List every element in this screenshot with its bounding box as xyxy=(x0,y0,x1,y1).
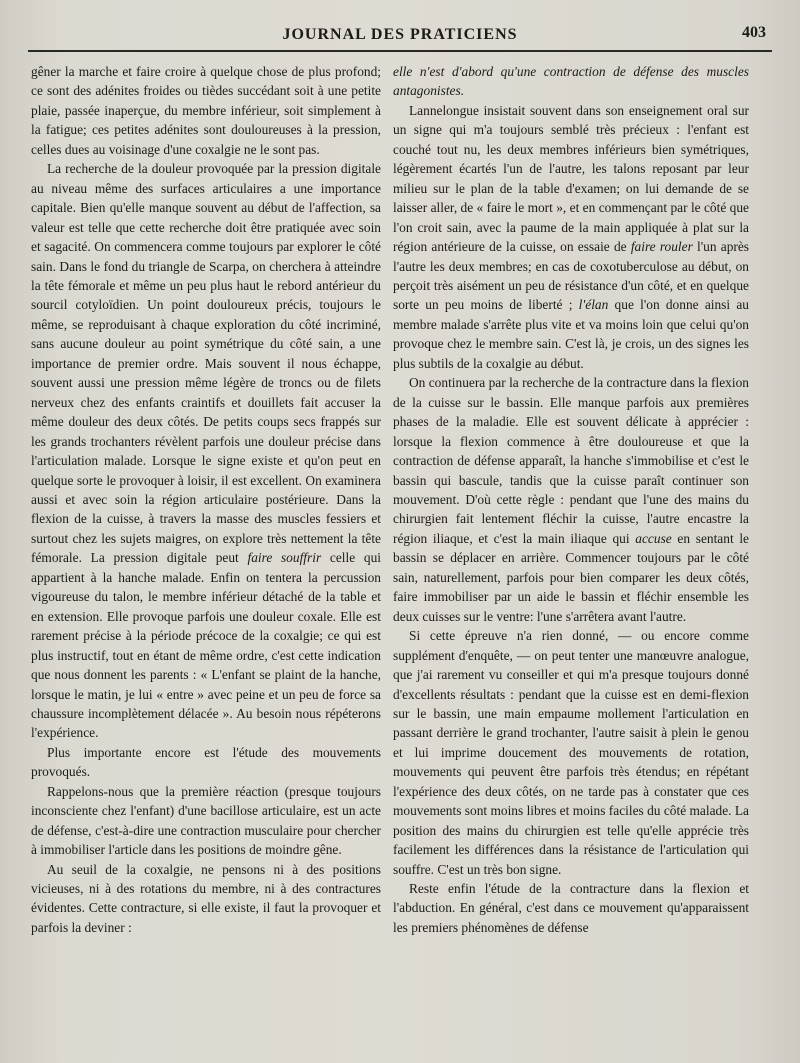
paragraph-text: que l'on donne ainsi au membre malade s'arrête plus vite et va moins loin que celui qu'on provoque chez le membre sain. C'est là, je crois, un des signes les plus subtils de la coxalgie au début. xyxy=(393,297,749,371)
italic-phrase: elle n'est d'abord qu'une contraction de défense des muscles antagonistes. xyxy=(393,64,749,99)
paragraph-text: celle qui appartient à la hanche malade. Enfin on tentera la percussion vigoureuse du talon, le membre inférieur détaché de la table et en extension. Elle provoque parfois une douleur coxale. Elle est rarement précise à la période précoce de la coxalgie; ce qui est plus instructif, tout en étant de même ordre, c'est cette indication que nous donnent les parents : « L'enfant se plaint de la hanche, lorsque le matin, je lui « entre » avec peine et un peu de force sa chaussure incomplètement délacée ». Au besoin nous répéterons l'expérience. xyxy=(31,550,381,741)
paragraph-text: La recherche de la douleur provoquée par la pression digitale au niveau même des surfaces articulaires a une importance capitale. Bien qu'elle manque souvent au début de l'affection, sa valeur est telle que cette recherche doit être pratiquée avec soin et sagacité. On commencera comme toujours par explorer le côté sain. Dans le fond du triangle de Scarpa, on cherchera à atteindre la tête fémorale et même un peu plus haut le rebord antérieur du sourcil cotyloïdien. Un point douloureux précis, toujours le même, se reproduisant à chaque exploration du côté incriminé, sans aucune douleur au point symétrique du côté sain, a une importance de premier ordre. Mais souvent il nous échappe, souvent aussi une pression même légère de troncs ou de filets nerveux chez des enfants craintifs et douillets fait accuser la même douleur des deux côtés. De petits coups secs frappés sur les grands trochanters révèlent parfois une douleur précise dans l'articulation malade. Lorsque le signe existe et qu'on peut en quelque sorte le provoquer à loisir, il est excellent. On examinera aussi et avec soin la région articulaire postérieure. Dans la flexion de la cuisse, à travers la masse des muscles fessiers et surtout chez les sujets maigres, on explore très nettement la tête fémorale. La pression digitale peut xyxy=(31,161,381,566)
italic-phrase: faire rouler xyxy=(630,239,693,255)
paragraph xyxy=(393,62,749,101)
paragraph-text: en sentant le bassin se déplacer en arrière. Commencer toujours par le côté sain, naturellement, parfois pour bien comparer les deux côtés, faire immobiliser par un aide le bassin et fléchir ensemble les deux cuisses sur le ventre: l'une s'arrêtera avant l'autre. xyxy=(393,530,749,624)
page-number: 403 xyxy=(742,24,766,41)
paragraph-text: On continuera par la recherche de la contracture dans la flexion de la cuisse sur le bassin. Elle manque parfois aux premières phases de la maladie. Elle est souvent délicate à apprécier : lorsque la flexion commence à être douloureuse et que la contraction de défense apparaît, la hanche s'immobilise et c'est le bassin qui bascule, tandis que la cuisse paraît continuer son mouvement. D'où cette règle : pendant que l'une des mains du chirurgien fait lentement fléchir la cuisse, l'autre encastre la région iliaque, et c'est la main iliaque qui xyxy=(393,375,749,546)
left-column xyxy=(31,62,381,1052)
italic-phrase: l'élan xyxy=(578,297,609,313)
paragraph: Au seuil de la coxalgie, ne pensons ni à des positions vicieuses, ni à des rotations du membre, ni à des contractures évidentes. Cette contracture, si elle existe, il faut la provoquer et parfois la deviner : xyxy=(31,861,381,935)
paragraph: Plus importante encore est l'étude des mouvements provoqués. xyxy=(31,744,381,780)
italic-phrase: faire souffrir xyxy=(247,550,322,566)
right-column xyxy=(393,62,749,1052)
paragraph xyxy=(393,101,749,373)
paragraph: Si cette épreuve n'a rien donné, — ou encore comme supplément d'enquête, — on peut tenter une manœuvre analogue, que j'ai rarement vu conseiller et qui m'a presque toujours donné d'excellents résultats : pendant que la cuisse est en demi-flexion sur le bassin, une main empaume mollement l'articulation en passant derrière le grand trochanter, l'autre saisit à plein le genou et lui imprime doucement des mouvements de rotation, mouvements qui peuvent être parfois très étendus; en répétant l'expérience des deux côtés, on ne tarde pas à constater que ces mouvements sont moins libres et moins faciles du côté malade. La position des mains du chirurgien est telle qu'elle apprécie très facilement les différences dans la résistance de l'articulation qui souffre. C'est un très bon signe. xyxy=(393,628,749,877)
paragraph: Reste enfin l'étude de la contracture dans la flexion et l'abduction. En général, c'est dans ce mouvement qu'apparaissent les premiers phénomènes de défense xyxy=(393,881,749,935)
paragraph-text: Lannelongue insistait souvent dans son enseignement oral sur un signe qui m'a toujours semblé très précieux : l'enfant est couché tout nu, les deux membres inférieurs bien symétriques, légèrement écartés l'un de l'autre, les talons reposant par leur milieu sur le plan de la table d'examen; on lui demande de se laisser aller, de « faire le mort », et en commençant par le côté que l'on croit sain, avec la paume de la main appliquée à plat sur la région antérieure de la cuisse, on essaie de xyxy=(393,102,749,255)
italic-phrase: accuse xyxy=(635,530,672,546)
page-header xyxy=(28,24,772,48)
paragraph: Rappelons-nous que la première réaction (presque toujours inconsciente chez l'enfant) d'une bacillose articulaire, est un acte de défense, c'est-à-dire une contraction musculaire pour chercher à immobiliser l'article dans les positions de moindre gêne. xyxy=(31,783,381,858)
paragraph xyxy=(31,159,381,743)
paragraph xyxy=(393,373,749,626)
paragraph-text: l'un après l'autre les deux membres; en cas de coxotuberculose au début, on perçoit très aisément un peu de résistance d'un côté, et en quelque sorte un peu moins de liberté ; xyxy=(393,239,749,313)
paragraph: gêner la marche et faire croire à quelque chose de plus profond; ce sont des adénites froides ou tièdes succédant soit à une petite plaie, passée inaperçue, du membre inférieur, soit simplement à la fatigue; ces petites adénites sont douloureuses à la pression, celles dues au voisinage d'une coxalgie ne le sont pas. xyxy=(31,64,381,157)
header-rule xyxy=(28,50,772,52)
running-title: JOURNAL DES PRATICIENS xyxy=(282,26,518,43)
